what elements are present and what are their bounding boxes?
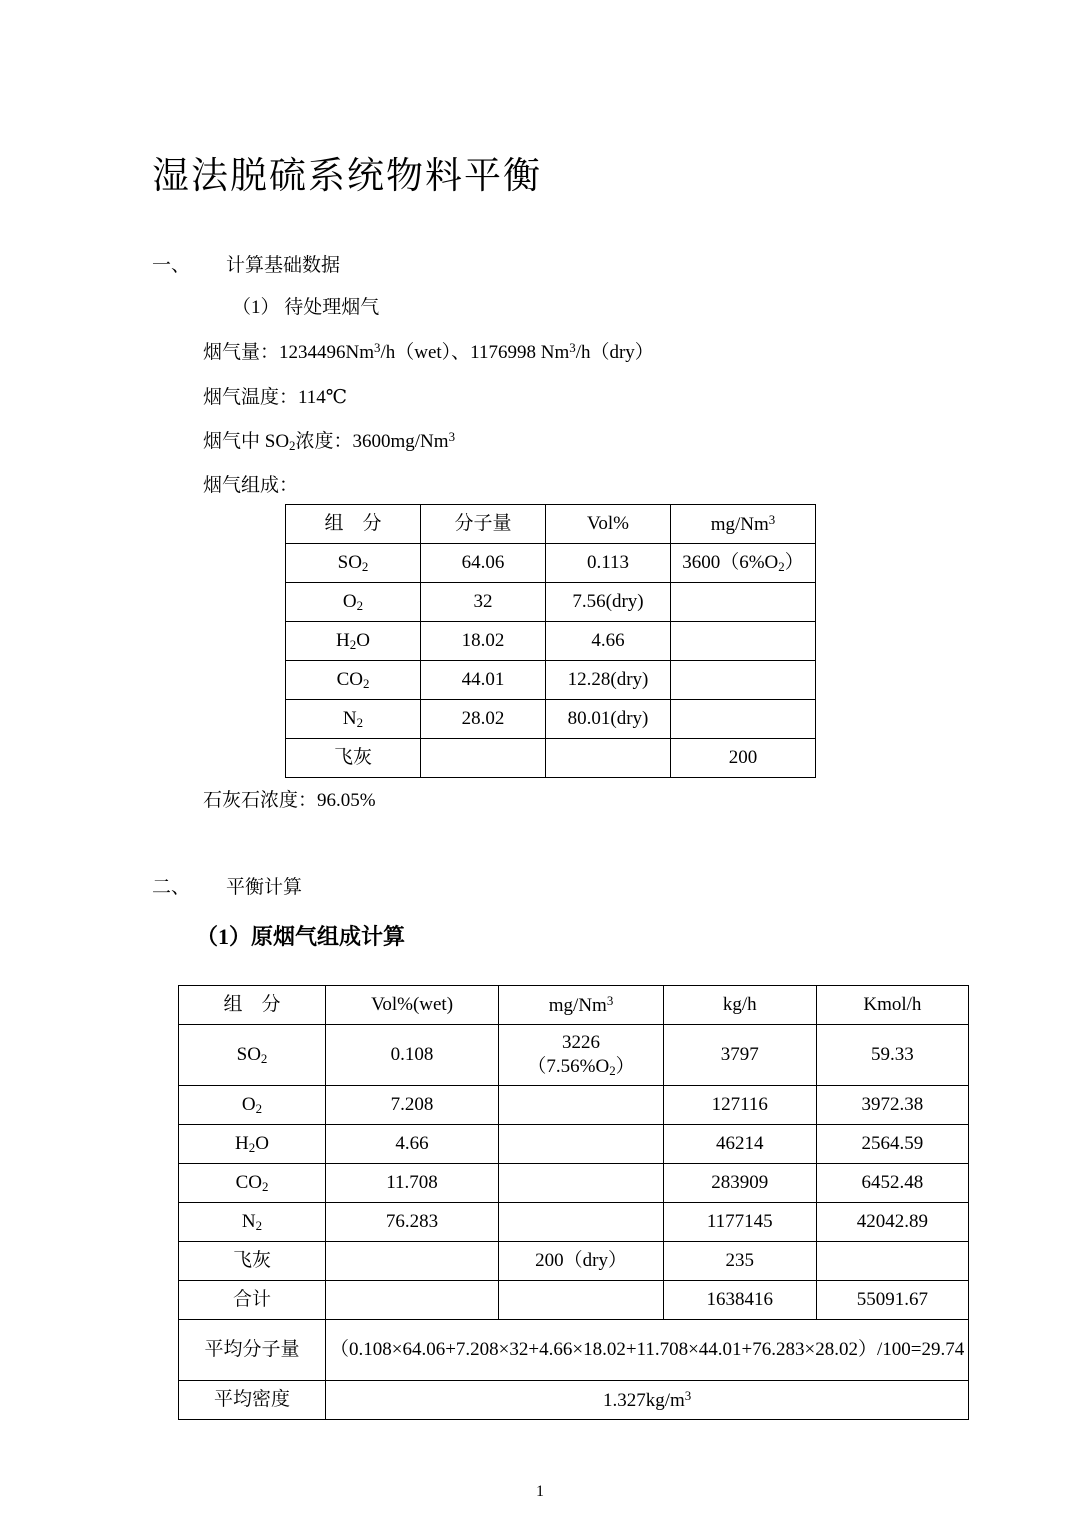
cell-vol: 7.56(dry) [546, 583, 671, 622]
cell-mg [499, 1281, 664, 1320]
flue-gas-volume-sup-2: 3 [569, 340, 576, 356]
cell-mg-line-1: 3226 [562, 1031, 601, 1053]
table-row [179, 1025, 969, 1086]
cell-mg [671, 622, 816, 661]
cell-component: $SO_2$ [286, 544, 421, 583]
table-row [179, 1242, 969, 1281]
cell-mg [499, 1086, 664, 1125]
cell-kmolh: 59.33 [816, 1025, 969, 1086]
cell-mg [499, 1025, 664, 1086]
cell-mw: 44.01 [421, 661, 546, 700]
cell-mg [671, 661, 816, 700]
cell-vol [326, 1242, 499, 1281]
section-1-heading [152, 250, 340, 277]
cell-vol: 80.01(dry) [546, 700, 671, 739]
cell-kgh: 127116 [663, 1086, 816, 1125]
section-2-title: 平衡计算 [226, 877, 303, 898]
table-row [286, 583, 816, 622]
cell-mg-line-2: $(7.56\%O_2)$ [527, 1055, 635, 1078]
page-title: 湿法脱硫系统物料平衡 [152, 156, 542, 197]
header-vol-percent-wet: Vol%(wet) [326, 986, 499, 1025]
cell-average-density-value: $1.327kg/m^3$ [326, 1381, 969, 1420]
cell-vol: 12.28(dry) [546, 661, 671, 700]
table-row [179, 1281, 969, 1320]
cell-kmolh: 42042.89 [816, 1203, 969, 1242]
header-component: 组 分 [179, 986, 326, 1025]
table-flue-gas-composition [285, 504, 816, 778]
cell-mw: 18.02 [421, 622, 546, 661]
cell-kmolh: 3972.38 [816, 1086, 969, 1125]
flue-gas-temperature-line: 烟气温度：114℃ [203, 387, 348, 408]
cell-kgh: 1177145 [663, 1203, 816, 1242]
cell-component: $H_2O$ [179, 1125, 326, 1164]
cell-kgh: 235 [663, 1242, 816, 1281]
page-number: 1 [536, 1483, 544, 1500]
cell-kgh: 46214 [663, 1125, 816, 1164]
section-1-title: 计算基础数据 [226, 255, 341, 276]
cell-component: $CO_2$ [179, 1164, 326, 1203]
table-row [179, 1086, 969, 1125]
section-2-heading [152, 872, 302, 899]
table-header-row [286, 505, 816, 544]
cell-component: 合计 [179, 1281, 326, 1320]
flue-gas-volume-sup-1: 3 [374, 340, 381, 356]
table-row [179, 1125, 969, 1164]
cell-vol: 4.66 [546, 622, 671, 661]
cell-kgh: 3797 [663, 1025, 816, 1086]
cell-mw: 28.02 [421, 700, 546, 739]
flue-gas-volume-label: 烟气量： [203, 342, 280, 363]
cell-mw [421, 739, 546, 778]
section-1-sub-1: （1） 待处理烟气 [232, 297, 380, 318]
cell-mg [671, 583, 816, 622]
limestone-concentration-line: 石灰石浓度：96.05% [203, 790, 376, 811]
cell-vol [546, 739, 671, 778]
table-row-average-mw [179, 1320, 969, 1381]
cell-kgh: 1638416 [663, 1281, 816, 1320]
flue-gas-volume-value-1: 1234496Nm [279, 342, 375, 363]
header-mg-per-nm3: mg/Nm$^3$ [499, 986, 664, 1025]
cell-mg: $3600(6\%O_2)$ [671, 544, 816, 583]
table-row [286, 622, 816, 661]
cell-vol: 0.108 [326, 1025, 499, 1086]
cell-mw: 32 [421, 583, 546, 622]
cell-mg: 200（dry） [499, 1242, 664, 1281]
cell-average-density-label: 平均密度 [179, 1381, 326, 1420]
header-component: 组 分 [286, 505, 421, 544]
header-kg-per-h: kg/h [663, 986, 816, 1025]
cell-kmolh: 55091.67 [816, 1281, 969, 1320]
table-row [286, 700, 816, 739]
cell-component: 飞灰 [179, 1242, 326, 1281]
table-header-row [179, 986, 969, 1025]
cell-vol [326, 1281, 499, 1320]
header-kmol-per-h: Kmol/h [816, 986, 969, 1025]
table-raw-gas-composition [178, 985, 969, 1420]
so2-label-sub: 2 [289, 438, 296, 454]
cell-mg [499, 1203, 664, 1242]
cell-mw: 64.06 [421, 544, 546, 583]
table-row [179, 1203, 969, 1242]
cell-component: $SO_2$ [179, 1025, 326, 1086]
table-row [286, 661, 816, 700]
header-mg-per-nm3: mg/Nm$^3$ [671, 505, 816, 544]
cell-mg [499, 1125, 664, 1164]
so2-label-sup: 3 [448, 429, 456, 445]
section-2-sub-1: （1）原烟气组成计算 [196, 924, 406, 949]
cell-kmolh: 6452.48 [816, 1164, 969, 1203]
so2-label-a: 烟气中 SO [203, 431, 290, 452]
table-row [286, 739, 816, 778]
flue-gas-so2-line [203, 426, 455, 454]
cell-kgh: 283909 [663, 1164, 816, 1203]
flue-gas-volume-value-3: /h（dry） [575, 342, 654, 363]
cell-average-mw-value: （0.108×64.06+7.208×32+4.66×18.02+11.708×44.01+76.283×28.02）/100=29.74 [326, 1320, 969, 1381]
cell-mg: 200 [671, 739, 816, 778]
cell-mg [499, 1164, 664, 1203]
table-row [286, 544, 816, 583]
cell-kmolh: 2564.59 [816, 1125, 969, 1164]
flue-gas-composition-label: 烟气组成： [203, 475, 299, 496]
cell-kmolh [816, 1242, 969, 1281]
header-vol-percent: Vol% [546, 505, 671, 544]
cell-component: $O_2$ [286, 583, 421, 622]
flue-gas-volume-line [203, 337, 654, 364]
cell-vol: 4.66 [326, 1125, 499, 1164]
flue-gas-volume-value-2: /h（wet）、1176998 Nm [380, 342, 570, 363]
cell-component: $O_2$ [179, 1086, 326, 1125]
cell-vol: 0.113 [546, 544, 671, 583]
table-row [179, 1164, 969, 1203]
cell-component: $H_2O$ [286, 622, 421, 661]
cell-vol: 7.208 [326, 1086, 499, 1125]
cell-component: $N_2$ [286, 700, 421, 739]
cell-vol: 11.708 [326, 1164, 499, 1203]
header-molecular-weight: 分子量 [421, 505, 546, 544]
cell-average-mw-label: 平均分子量 [179, 1320, 326, 1381]
cell-component: $CO_2$ [286, 661, 421, 700]
cell-mg [671, 700, 816, 739]
so2-label-b: 浓度：3600mg/Nm [295, 431, 449, 452]
section-1-number: 一、 [152, 255, 191, 276]
table-row-average-density [179, 1381, 969, 1420]
cell-vol: 76.283 [326, 1203, 499, 1242]
section-2-number: 二、 [152, 877, 191, 898]
cell-component: 飞灰 [286, 739, 421, 778]
cell-component: $N_2$ [179, 1203, 326, 1242]
